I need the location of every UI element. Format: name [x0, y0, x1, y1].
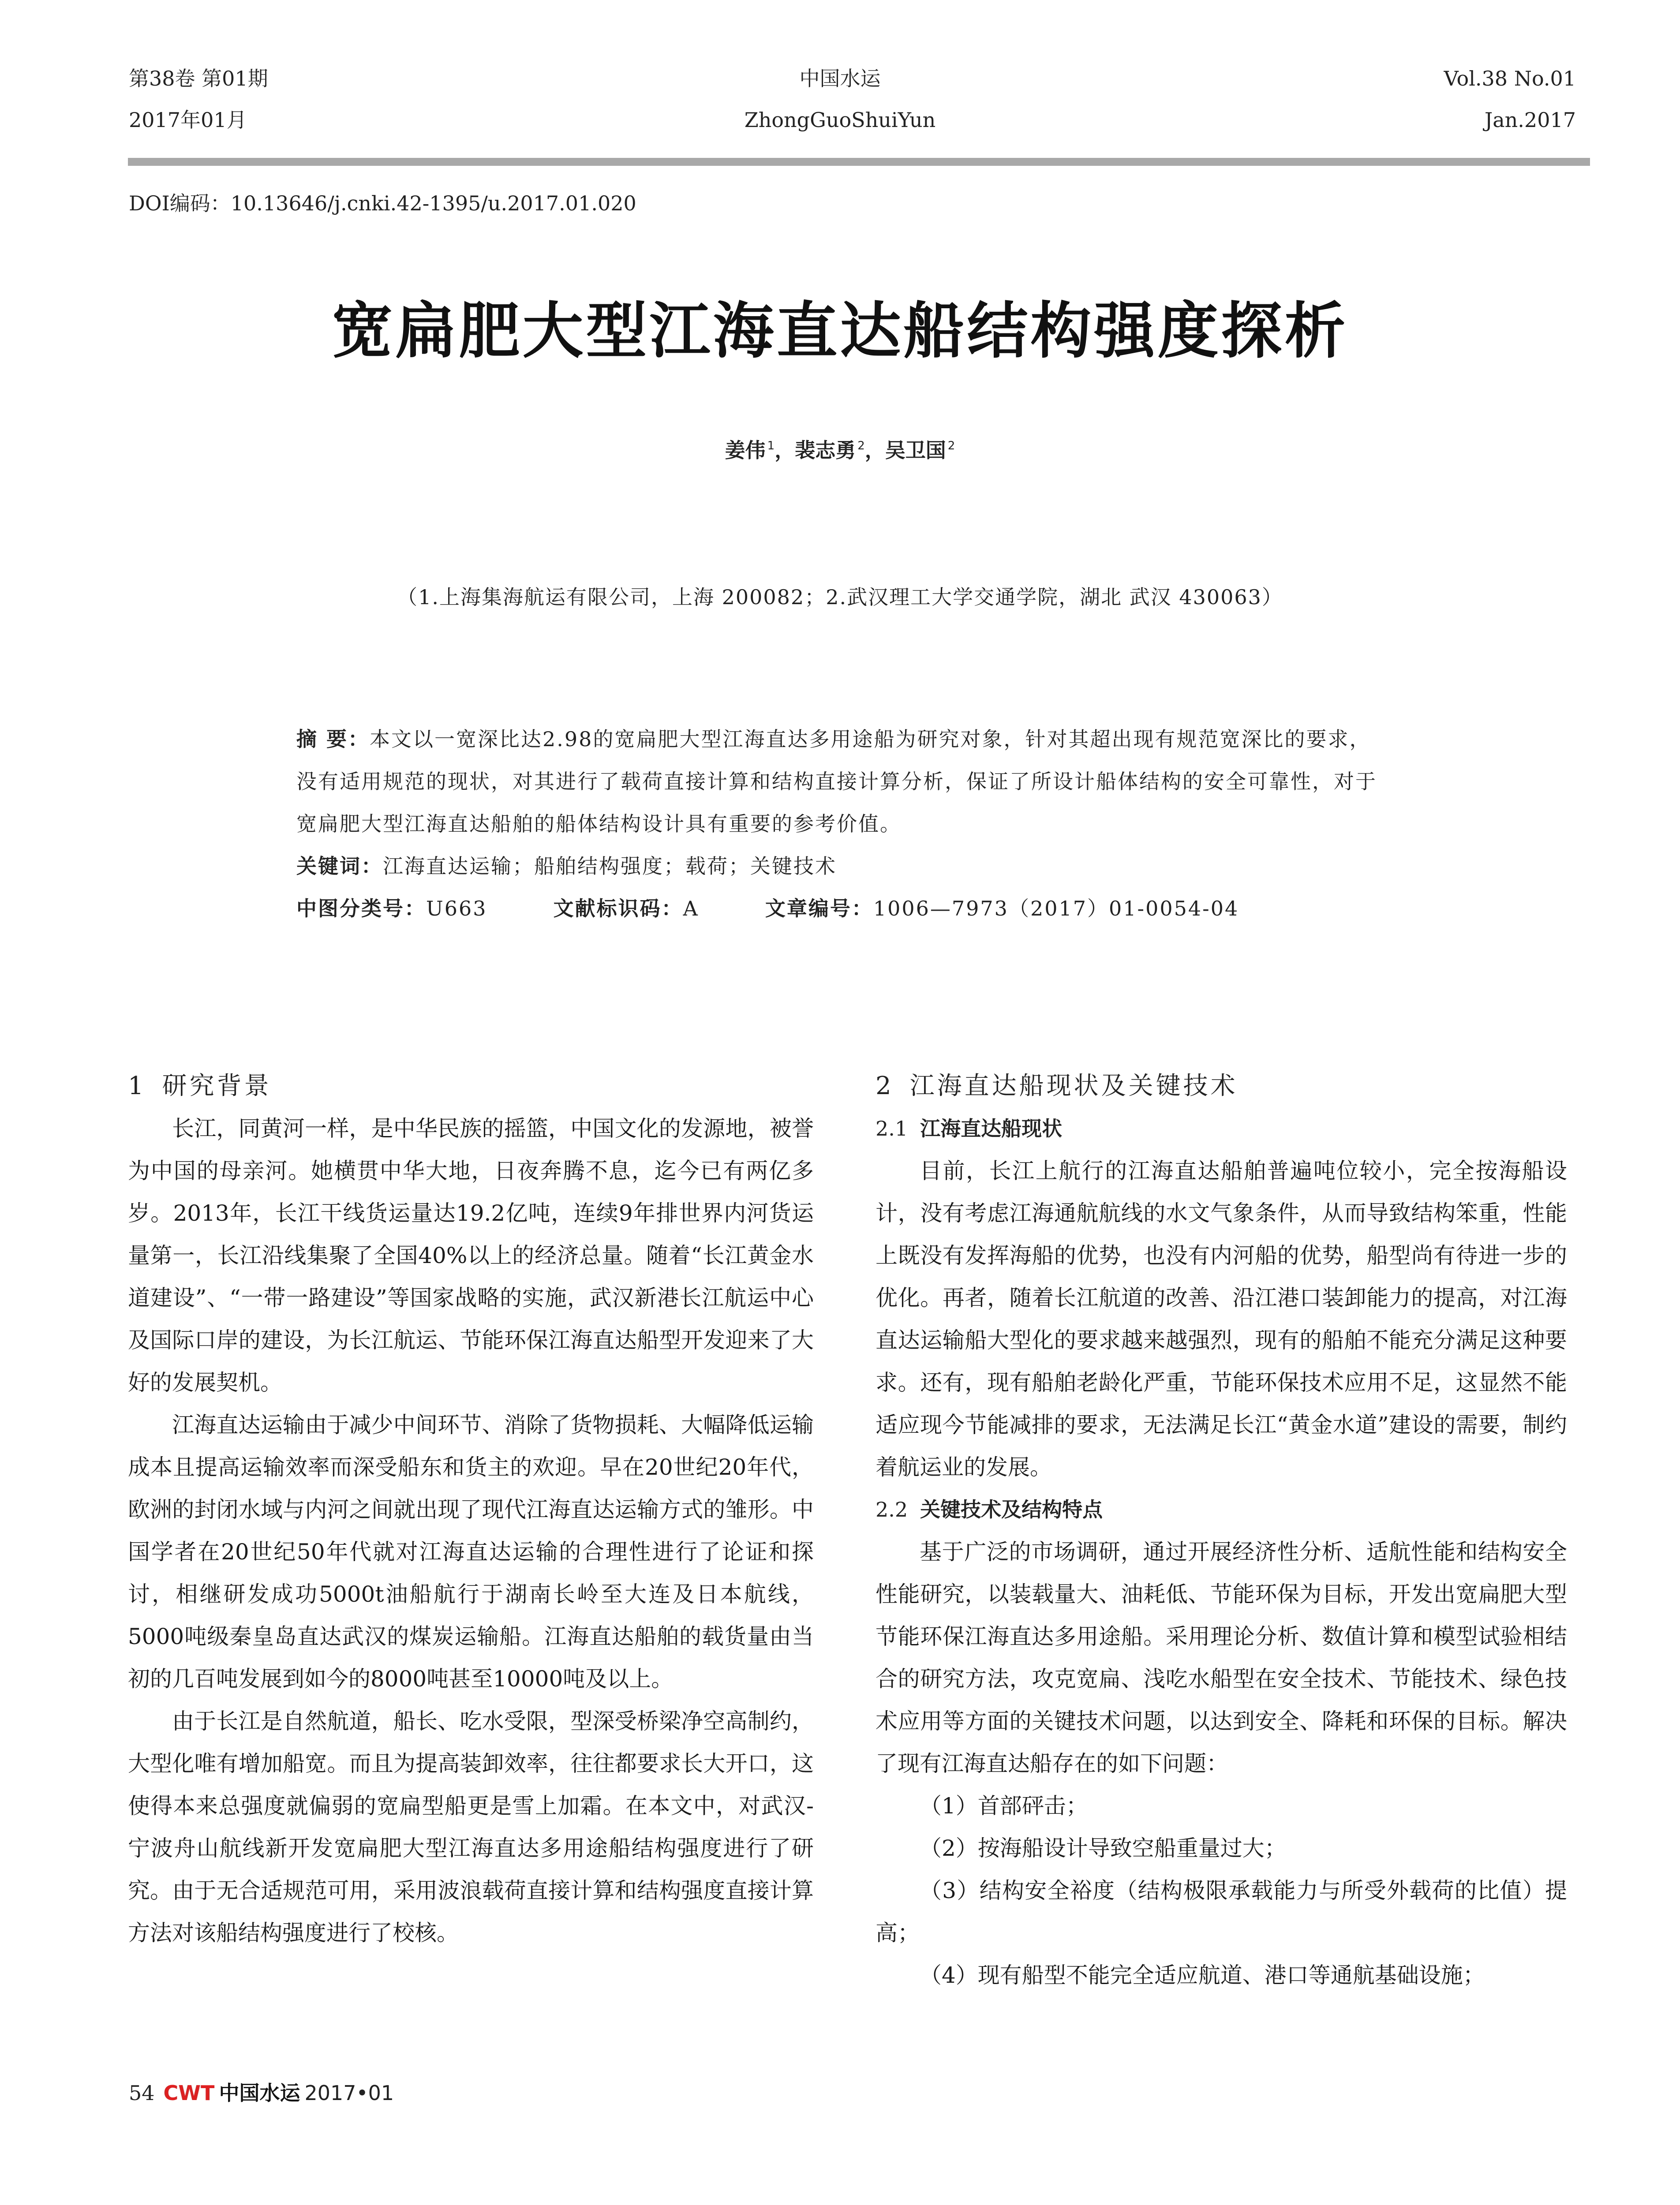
- affiliation: （1.上海集海航运有限公司，上海 200082；2.武汉理工大学交通学院，湖北 武汉 430063）: [397, 585, 1283, 609]
- list-item: （3）结构安全裕度（结构极限承载能力与所受外载荷的比值）提高；: [876, 1878, 1567, 1946]
- footer: [129, 2077, 394, 2106]
- subsection-title: 关键技术及结构特点: [920, 1498, 1103, 1521]
- author-affil-mark: 2: [947, 439, 955, 452]
- section-number: 2: [876, 1072, 894, 1100]
- paragraph: 基于广泛的市场调研，通过开展经济性分析、适航性能和结构安全性能研究，以装载量大、油耗低、节能环保为目标，开发出宽扁肥大型节能环保江海直达多用途船。采用理论分析、数值计算和模型试验相结合的研究方法，攻克宽扁、浅吃水船型在安全技术、节能技术、绿色技术应用等方面的关键技术问题，以达到安全、降耗和环保的目标。解决了现有江海直达船存在的如下问题：: [876, 1539, 1567, 1776]
- clc-label: 中图分类号：: [296, 897, 426, 920]
- cwt-logo: CWT: [163, 2081, 215, 2105]
- author-affil-mark: 2: [857, 439, 865, 452]
- header-journal-en: ZhongGuoShuiYun: [744, 108, 936, 132]
- keywords-text: 江海直达运输；船舶结构强度；载荷；关键技术: [383, 854, 837, 878]
- keywords: [296, 845, 1388, 887]
- author-name: 吴卫国: [885, 438, 946, 462]
- author-sep: ，: [864, 438, 885, 462]
- paragraph: 长江，同黄河一样，是中华民族的摇篮，中国文化的发源地，被誉为中国的母亲河。她横贯中华大地，日夜奔腾不息，迄今已有两亿多岁。2013年，长江干线货运量达19.2亿吨，连续9年排世界内河货运量第一，长江沿线集聚了全国40%以上的经济总量。随着“长江黄金水道建设”、“一带一路建设”等国家战略的实施，武汉新港长江航运中心及国际口岸的建设，为长江航运、节能环保江海直达船型开发迎来了大好的发展契机。: [128, 1116, 814, 1395]
- list-item: （2）按海船设计导致空船重量过大；: [920, 1835, 1287, 1861]
- list-item: （4）现有船型不能完全适应航道、港口等通航基础设施；: [920, 1962, 1485, 1988]
- left-column: [128, 1065, 814, 1954]
- doc-code-label: 文献标识码：: [553, 897, 683, 920]
- article-number-value: 1006—7973（2017）01-0054-04: [873, 897, 1239, 920]
- section-heading-1: [128, 1065, 814, 1107]
- doi: DOI编码：10.13646/j.cnki.42-1395/u.2017.01.020: [129, 191, 636, 215]
- author-list: [0, 434, 1680, 463]
- author-sep: ，: [775, 438, 795, 462]
- header-volume-en: Vol.38 No.01: [1444, 67, 1576, 90]
- subsection-heading-2-1: [876, 1107, 1567, 1150]
- subsection-number: 2.1: [876, 1117, 908, 1140]
- paper-title: 宽扁肥大型江海直达船结构强度探析: [332, 295, 1348, 366]
- footer-date: 2017•01: [304, 2081, 394, 2105]
- paragraph: 江海直达运输由于减少中间环节、消除了货物损耗、大幅降低运输成本且提高运输效率而深受船东和货主的欢迎。早在20世纪20年代，欧洲的封闭水域与内河之间就出现了现代江海直达运输方式的雏形。中国学者在20世纪50年代就对江海直达运输的合理性进行了论证和探讨，相继研发成功5000t油船航行于湖南长岭至大连及日本航线，5000吨级秦皇岛直达武汉的煤炭运输船。江海直达船舶的载货量由当初的几百吨发展到如今的8000吨甚至10000吨及以上。: [128, 1412, 814, 1692]
- author-affil-mark: 1: [767, 439, 775, 452]
- author-name: 姜伟: [725, 438, 766, 462]
- section-number: 1: [128, 1072, 146, 1100]
- classification-line: [296, 887, 1388, 930]
- keywords-label: 关键词：: [296, 854, 383, 878]
- doc-code-value: A: [683, 897, 699, 920]
- subsection-title: 江海直达船现状: [920, 1117, 1063, 1140]
- header-date-en: Jan.2017: [1484, 108, 1576, 132]
- page-number: 54: [129, 2081, 155, 2105]
- clc-value: U663: [426, 897, 487, 920]
- footer-magazine: 中国水运: [219, 2081, 300, 2105]
- paragraph: 目前，长江上航行的江海直达船舶普遍吨位较小，完全按海船设计，没有考虑江海通航航线的水文气象条件，从而导致结构笨重，性能上既没有发挥海船的优势，也没有内河船的优势，船型尚有待进一步的优化。再者，随着长江航道的改善、沿江港口装卸能力的提高，对江海直达运输船大型化的要求越来越强烈，现有的船舶不能充分满足这种要求。还有，现有船舶老龄化严重，节能环保技术应用不足，这显然不能适应现今节能减排的要求，无法满足长江“黄金水道”建设的需要，制约着航运业的发展。: [876, 1158, 1567, 1480]
- right-column: [876, 1065, 1567, 1996]
- article-number-label: 文章编号：: [765, 897, 873, 920]
- header-rule: [128, 158, 1590, 166]
- header-date-cn: 2017年01月: [129, 108, 247, 132]
- abstract-label: 摘 要：: [296, 727, 370, 751]
- subsection-number: 2.2: [876, 1498, 908, 1521]
- section-title: 江海直达船现状及关键技术: [909, 1072, 1238, 1100]
- section-title: 研究背景: [162, 1072, 272, 1100]
- list-item: （1）首部砰击；: [920, 1793, 1088, 1819]
- subsection-heading-2-2: [876, 1488, 1567, 1531]
- abstract-block: [296, 718, 1388, 930]
- section-heading-2: [876, 1065, 1567, 1107]
- header-volume-cn: 第38卷 第01期: [129, 67, 268, 90]
- paragraph: 由于长江是自然航道，船长、吃水受限，型深受桥梁净空高制约，大型化唯有增加船宽。而且为提高装卸效率，往往都要求长大开口，这使得本来总强度就偏弱的宽扁型船更是雪上加霜。在本文中，对武汉-宁波舟山航线新开发宽扁肥大型江海直达多用途船结构强度进行了研究。由于无合适规范可用，采用波浪载荷直接计算和结构强度直接计算方法对该船结构强度进行了校核。: [128, 1708, 814, 1946]
- author-name: 裴志勇: [795, 438, 856, 462]
- abstract-text: 本文以一宽深比达2.98的宽扁肥大型江海直达多用途船为研究对象，针对其超出现有规范宽深比的要求，没有适用规范的现状，对其进行了载荷直接计算和结构直接计算分析，保证了所设计船体结构的安全可靠性，对于宽扁肥大型江海直达船舶的船体结构设计具有重要的参考价值。: [296, 727, 1377, 836]
- abstract: [296, 718, 1388, 845]
- header-journal-cn: 中国水运: [799, 67, 881, 90]
